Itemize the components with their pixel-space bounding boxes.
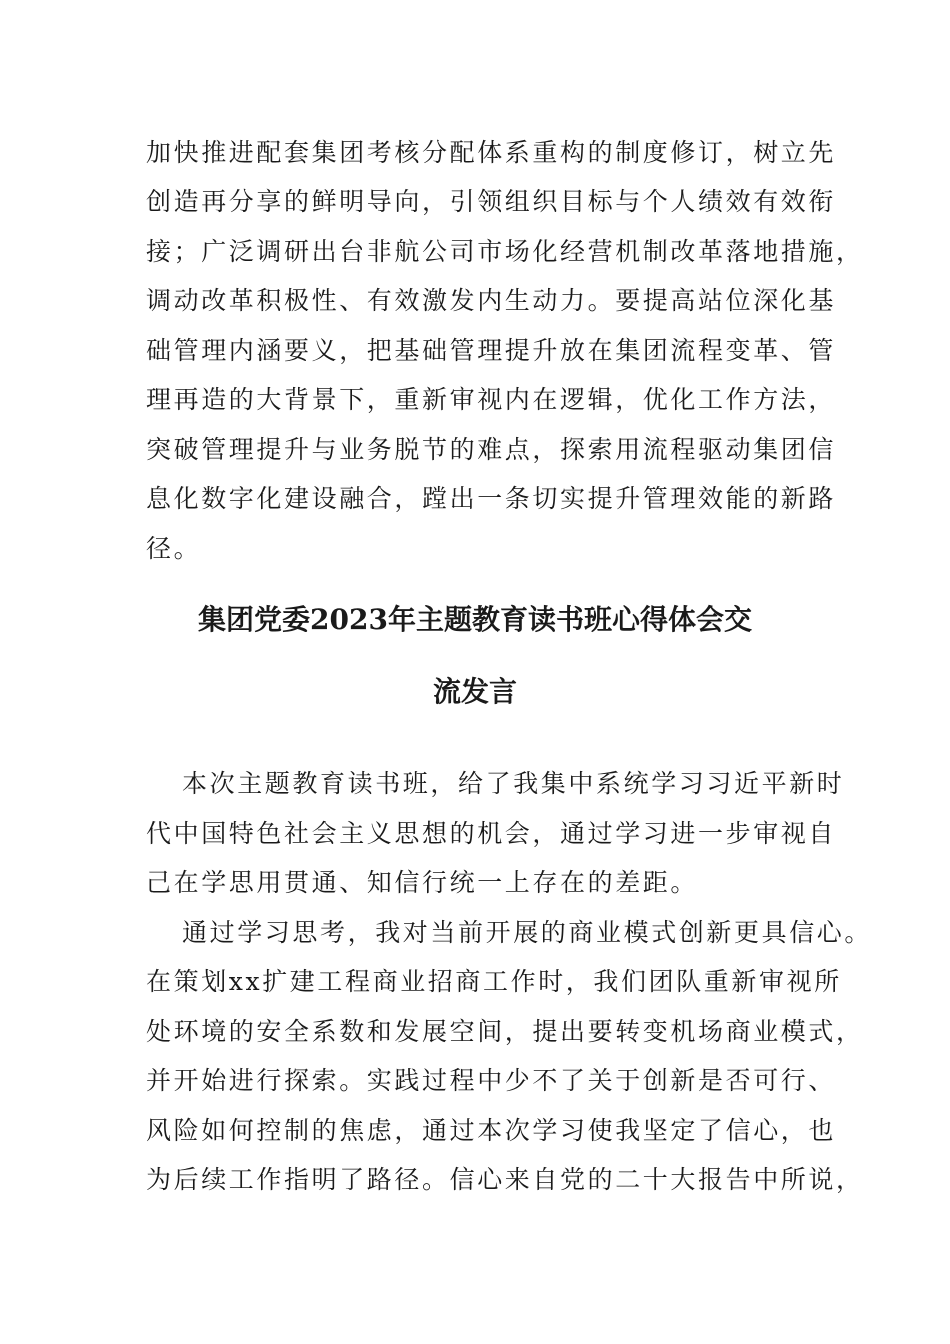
body-text-line: 己在学思用贯通、知信行统一上存在的差距。 xyxy=(146,868,699,897)
body-text-line: 理再造的大背景下，重新审视内在逻辑，优化工作方法， xyxy=(146,385,837,414)
body-text-line: 为后续工作指明了路径。信心来自党的二十大报告中所说， xyxy=(146,1165,864,1194)
body-text-line: 通过学习思考，我对当前开展的商业模式创新更具信心。 xyxy=(182,918,873,947)
body-text-line: 在策划xx扩建工程商业招商工作时，我们团队重新审视所 xyxy=(146,967,842,996)
body-text-line: 突破管理提升与业务脱节的难点，探索用流程驱动集团信 xyxy=(146,435,837,464)
document-title-line: 集团党委2023年主题教育读书班心得体会交 xyxy=(198,603,752,636)
body-text-line: 并开始进行探索。实践过程中少不了关于创新是否可行、 xyxy=(146,1066,837,1095)
body-text-line: 代中国特色社会主义思想的机会，通过学习进一步审视自 xyxy=(146,819,837,848)
body-text-line: 处环境的安全系数和发展空间，提出要转变机场商业模式， xyxy=(146,1017,864,1046)
body-text-line: 本次主题教育读书班，给了我集中系统学习习近平新时 xyxy=(182,769,845,798)
body-text-line: 径。 xyxy=(146,534,202,563)
body-text-line: 风险如何控制的焦虑，通过本次学习使我坚定了信心，也 xyxy=(146,1116,837,1145)
body-text-line: 础管理内涵要义，把基础管理提升放在集团流程变革、管 xyxy=(146,336,837,365)
document-title-line: 流发言 xyxy=(432,675,517,708)
body-text-line: 创造再分享的鲜明导向，引领组织目标与个人绩效有效衔 xyxy=(146,187,837,216)
body-text-line: 息化数字化建设融合，蹚出一条切实提升管理效能的新路 xyxy=(146,484,837,513)
body-text-line: 加快推进配套集团考核分配体系重构的制度修订，树立先 xyxy=(146,138,837,167)
body-text-line: 接；广泛调研出台非航公司市场化经营机制改革落地措施， xyxy=(146,237,864,266)
body-text-line: 调动改革积极性、有效激发内生动力。要提高站位深化基 xyxy=(146,286,837,315)
